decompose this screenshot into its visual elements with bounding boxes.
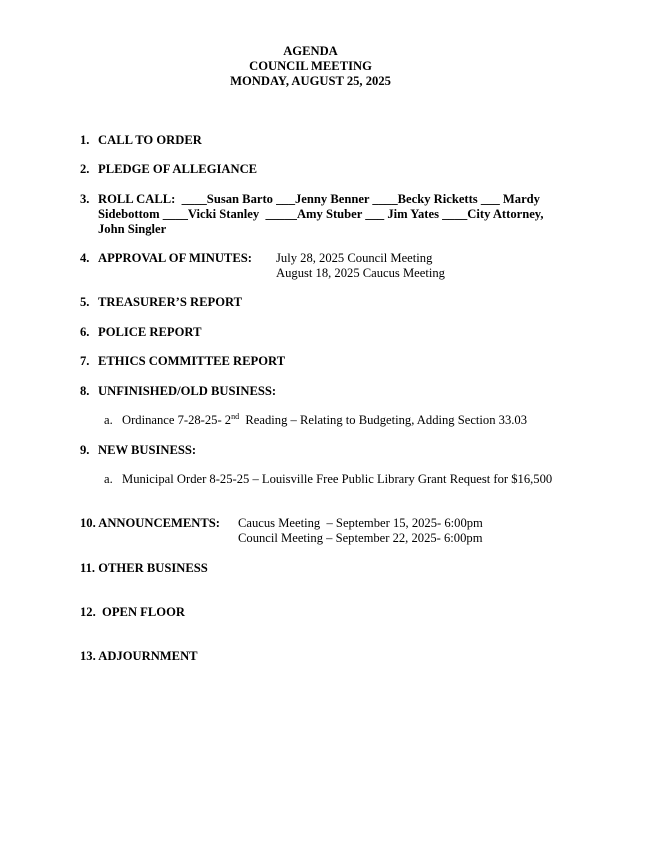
header-title: AGENDA bbox=[283, 44, 338, 58]
item-number: 1. bbox=[80, 133, 90, 147]
item-label: OTHER BUSINESS bbox=[98, 561, 208, 575]
agenda-header bbox=[0, 44, 621, 89]
sub-item-text: Ordinance 7-28-25- 2 bbox=[122, 413, 232, 427]
item-label: TREASURER’S REPORT bbox=[98, 295, 243, 309]
agenda-item-unfinished-business bbox=[80, 384, 580, 399]
announcements-list bbox=[238, 516, 483, 546]
item-number: 4. bbox=[80, 251, 90, 265]
roll-call-line-3: John Singler bbox=[98, 222, 167, 236]
item-number: 9. bbox=[80, 443, 90, 457]
header-date: MONDAY, AUGUST 25, 2025 bbox=[230, 74, 391, 88]
agenda-item-adjournment bbox=[80, 649, 580, 664]
item-number: 3. bbox=[80, 192, 90, 206]
item-label: CALL TO ORDER bbox=[98, 133, 202, 147]
minutes-entry: July 28, 2025 Council Meeting bbox=[276, 251, 433, 265]
agenda-item-call-to-order bbox=[80, 133, 580, 148]
item-label: ANNOUNCEMENTS: bbox=[98, 516, 220, 530]
item-number: 5. bbox=[80, 295, 90, 309]
agenda-item-treasurers-report bbox=[80, 295, 580, 310]
roll-call-line-1: ROLL CALL: ____Susan Barto ___Jenny Benner ____Becky Ricketts ___ Mardy bbox=[98, 192, 540, 206]
agenda-item-police-report bbox=[80, 325, 580, 340]
roll-call-text bbox=[98, 192, 568, 237]
item-number: 8. bbox=[80, 384, 90, 398]
sub-item-letter: a. bbox=[104, 472, 113, 486]
announcement-entry: Caucus Meeting – September 15, 2025- 6:00pm bbox=[238, 516, 483, 530]
minutes-list bbox=[276, 251, 445, 281]
item-number: 6. bbox=[80, 325, 90, 339]
sub-item-text-continued: Reading – Relating to Budgeting, Adding Section 33.03 bbox=[239, 413, 527, 427]
item-number: 12. bbox=[80, 605, 96, 619]
announcement-entry: Council Meeting – September 22, 2025- 6:00pm bbox=[238, 531, 483, 545]
item-label: ADJOURNMENT bbox=[98, 649, 198, 663]
item-label: UNFINISHED/OLD BUSINESS: bbox=[98, 384, 277, 398]
item-number: 13. bbox=[80, 649, 96, 663]
item-number: 10. bbox=[80, 516, 96, 530]
item-number: 2. bbox=[80, 162, 90, 176]
ordinal-superscript: nd bbox=[231, 412, 240, 421]
item-label: OPEN FLOOR bbox=[98, 605, 185, 619]
agenda-item-pledge bbox=[80, 162, 580, 177]
agenda-item-new-business bbox=[80, 443, 580, 458]
item-label: NEW BUSINESS: bbox=[98, 443, 197, 457]
roll-call-line-2: Sidebottom ____Vicki Stanley _____Amy Stuber ___ Jim Yates ____City Attorney, bbox=[98, 207, 544, 221]
item-label: POLICE REPORT bbox=[98, 325, 202, 339]
item-number: 7. bbox=[80, 354, 90, 368]
agenda-item-ethics-committee-report bbox=[80, 354, 580, 369]
sub-item-letter: a. bbox=[104, 413, 113, 427]
agenda-item-other-business bbox=[80, 561, 580, 576]
item-label: PLEDGE OF ALLEGIANCE bbox=[98, 162, 258, 176]
minutes-entry: August 18, 2025 Caucus Meeting bbox=[276, 266, 445, 280]
header-meeting-type: COUNCIL MEETING bbox=[249, 59, 372, 73]
item-number: 11. bbox=[80, 561, 96, 575]
sub-item-municipal-order bbox=[104, 472, 552, 487]
item-label: ETHICS COMMITTEE REPORT bbox=[98, 354, 286, 368]
agenda-item-open-floor bbox=[80, 605, 580, 620]
item-label: APPROVAL OF MINUTES: bbox=[98, 251, 252, 265]
sub-item-text: Municipal Order 8-25-25 – Louisville Free Public Library Grant Request for $16,500 bbox=[122, 472, 553, 486]
sub-item-ordinance bbox=[104, 413, 527, 428]
